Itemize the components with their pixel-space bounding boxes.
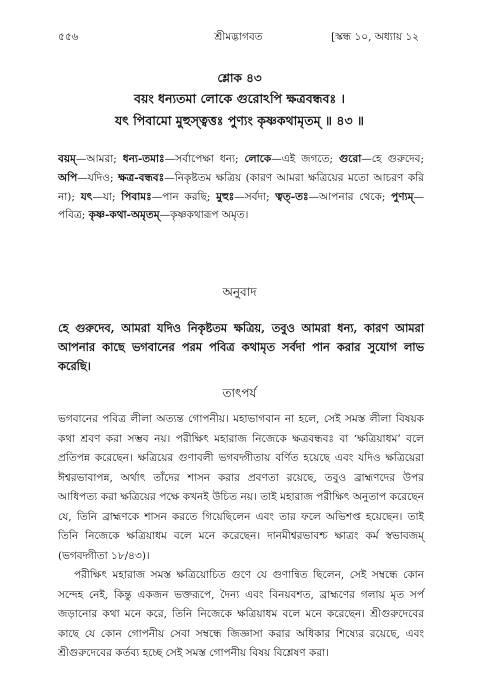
chapter-reference: [স্কন্ধ ১০, অধ্যায় ১২	[331, 31, 419, 43]
synonym-meaning: —হে গুরুদেব;	[361, 153, 424, 165]
synonym-meaning: —সর্বাপেক্ষা ধন্য;	[164, 153, 245, 165]
synonym-word: যৎ	[80, 190, 93, 203]
verse-line-2: যৎ পিবামো মুহুস্ত্বত্তঃ পুণ্যং কৃষ্ণকথামৃতম্‌ ॥ ৪৩ ॥	[114, 113, 364, 128]
purport-paragraph: পরীক্ষিৎ মহারাজ সমস্ত ক্ষত্রিয়োচিত গুণে যে গুণান্বিত ছিলেন, সেই সম্বন্ধে কোন সন্দেহ নেই, কিন্তু একজন ভক্তরূপে, দৈন্য এবং বিনয়বশত, ব্রাহ্মণের গলায় মৃত সর্প জড়ানোর কথা মনে করে, তিনি নিজেকে ক্ষত্রিয়াধম বলে মনে করেছেন। শ্রীগুরুদেবের কাছে যে কোন গোপনীয় সেবা সম্বন্ধে জিজ্ঞাসা করার অধিকার শিষ্যের রয়েছে, এবং শ্রীগুরুদেবের কর্তব্য হচ্ছে সেই সমস্ত গোপনীয় বিষয় বিশ্লেষণ করা।	[58, 569, 424, 659]
page-number: ৫৫৬	[58, 31, 79, 43]
synonym-word: মুহুঃ	[216, 190, 235, 203]
synonym-meaning: —আপনার থেকে;	[308, 190, 392, 203]
synonym-meaning: —যা;	[92, 190, 122, 203]
synonym-word: ত্বত্-তঃ	[275, 190, 309, 203]
verse-heading: শ্লোক ৪৩	[217, 71, 262, 85]
synonym-word: পুণ্যম্‌	[391, 190, 414, 203]
purport-heading: তাৎপর্য	[222, 386, 257, 400]
synonym-word: লোকে	[244, 153, 272, 165]
purport-body	[58, 410, 424, 664]
synonym-word: ধন্য-তমাঃ	[122, 153, 165, 165]
synonym-word: গুরো	[338, 153, 362, 165]
synonym-word: বয়ম্‌	[58, 153, 76, 165]
synonym-word: অপি	[58, 171, 78, 184]
synonym-meaning: —সর্বদা;	[234, 190, 276, 203]
purport-paragraph: ভগবানের পবিত্র লীলা অত্যন্ত গোপনীয়। মহাভাগবান না হলে, সেই সমস্ত লীলা বিষয়ক কথা শ্রবণ করা সম্ভব নয়। পরীক্ষিৎ মহারাজ নিজেকে ক্ষত্রবন্ধবঃ বা ‘ক্ষত্রিয়াধম’ বলে প্রতিপন্ন করেছেন। ক্ষত্রিয়ের গুণাবলী ভগবদ্গীতায় বর্ণিত হয়েছে এবং যদিও ক্ষত্রিয়েরা ঈশ্বরভাবাপন্ন, অর্থাৎ তাঁদের শাসন করার প্রবণতা রয়েছে, তবুও ব্রাহ্মণদের উপর আধিপত্য করা ক্ষত্রিয়ের পক্ষে কখনই উচিত নয়। তাই মহারাজ পরীক্ষিৎ অনুতাপ করেছেন যে, তিনি ব্রাহ্মণকে শাসন করতে গিয়েছিলেন এবং তার ফলে অভিশপ্ত হয়েছেন। তাই তিনি নিজেকে ক্ষত্রিয়াধম বলে মনে করেছেন। দানমীশ্বরভাবশ্চ ক্ষাত্রং কর্ম স্বভাবজম্ (ভগবদ্গীতা ১৮/৪৩)।	[58, 413, 424, 562]
translation-heading: অনুবাদ	[222, 285, 257, 299]
synonym-meaning: —কৃষ্ণকথারূপ অমৃত।	[159, 209, 249, 222]
book-title: শ্রীমদ্ভাগবত	[214, 31, 263, 43]
translation-text: হে গুরুদেব, আমরা যদিও নিকৃষ্টতম ক্ষত্রিয়, তবুও আমরা ধন্য, কারণ আমরা আপনার কাছে ভগবানের পরম পবিত্র কথামৃত সর্বদা পান করার সুযোগ লাভ করেছি।	[58, 321, 424, 373]
synonym-meaning: —আমরা;	[75, 153, 123, 165]
running-header	[58, 30, 419, 46]
verse-line-1: বয়ং ধন্যতমা লোকে গুরোঽপি ক্ষত্রবন্ধবঃ ।	[134, 91, 345, 106]
synonym-word: পিবামঃ	[121, 190, 152, 203]
synonym-word: কৃষ্ণ-কথা-অমৃতম্‌	[88, 209, 160, 222]
synonym-meaning: —এই জগতে;	[271, 153, 339, 165]
synonym-meaning: —নিকৃষ্টতম ক্ষত্রিয় (কারণ আমরা ক্ষত্রিয়ের মতো আচরণ করি না);	[58, 171, 424, 203]
synonym-word: ক্ষত্র-বন্ধবঃ	[118, 171, 165, 184]
synonym-meaning: —পবিত্র;	[58, 190, 424, 222]
synonym-meaning: —পান করছি;	[151, 190, 217, 203]
synonym-meaning: —যদিও;	[77, 171, 119, 184]
word-for-word-synonyms	[58, 150, 424, 225]
